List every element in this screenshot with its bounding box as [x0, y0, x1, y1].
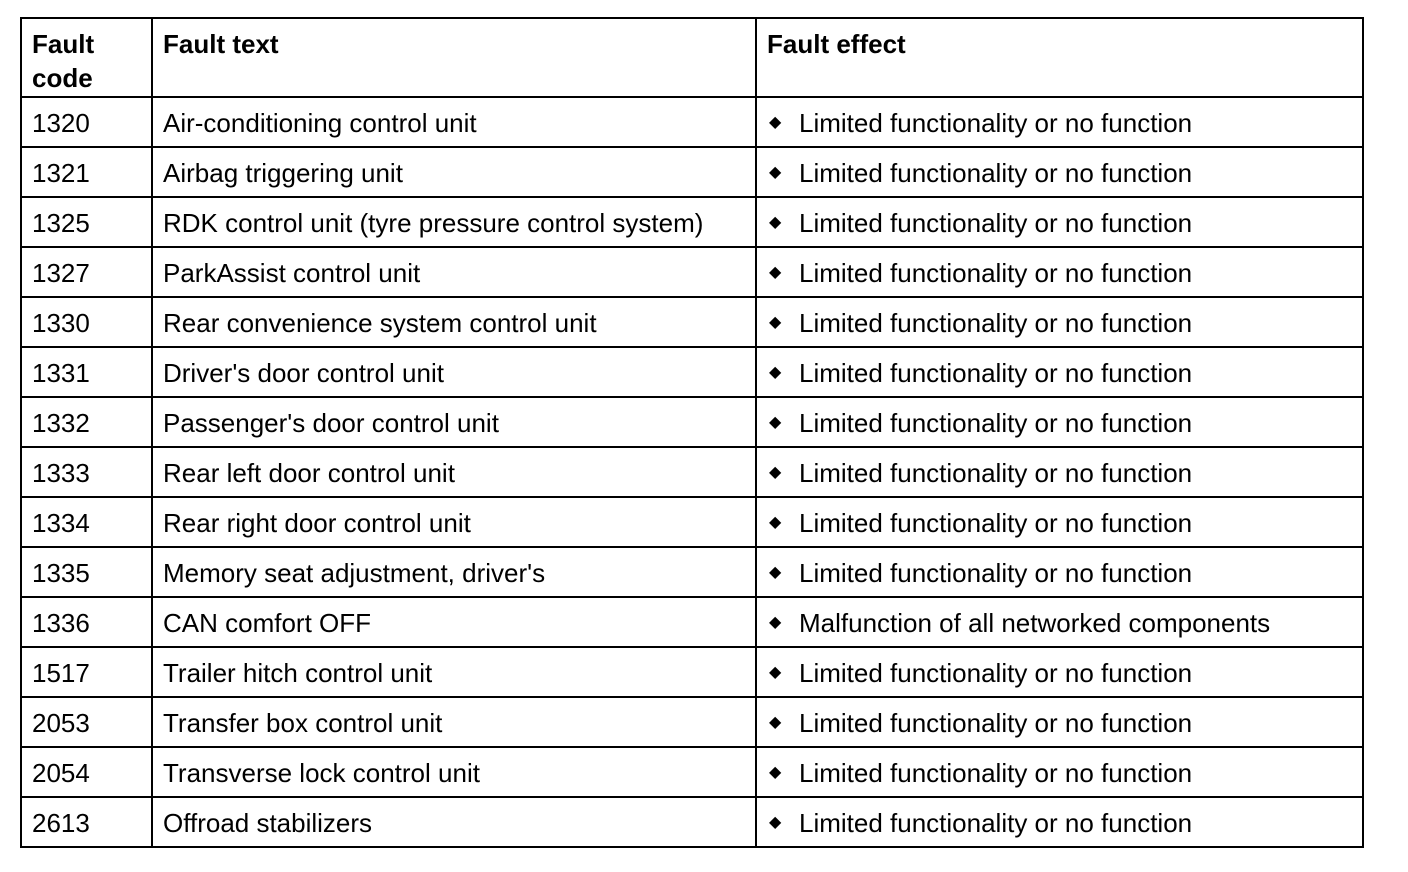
diamond-bullet-icon: ◆ [769, 614, 782, 631]
fault-code-cell: 1336 [21, 597, 152, 647]
fault-effect-cell [756, 497, 1363, 547]
diamond-bullet-icon: ◆ [769, 464, 782, 481]
fault-code-cell: 1335 [21, 547, 152, 597]
table-row [21, 447, 1363, 497]
table-row [21, 347, 1363, 397]
header-fault-effect: Fault effect [756, 18, 1363, 97]
table-row [21, 597, 1363, 647]
diamond-bullet-icon: ◆ [769, 714, 782, 731]
table-row [21, 97, 1363, 147]
diamond-bullet-icon: ◆ [769, 414, 782, 431]
table-row [21, 147, 1363, 197]
fault-effect-cell [756, 247, 1363, 297]
fault-text-cell: Rear left door control unit [152, 447, 756, 497]
diamond-bullet-icon: ◆ [769, 364, 782, 381]
fault-effect-cell [756, 147, 1363, 197]
fault-text-cell: Rear right door control unit [152, 497, 756, 547]
header-row [21, 18, 1363, 97]
fault-text-cell: ParkAssist control unit [152, 247, 756, 297]
table-row [21, 697, 1363, 747]
fault-effect-cell [756, 347, 1363, 397]
fault-code-cell: 2053 [21, 697, 152, 747]
fault-effect-text: Limited functionality or no function [799, 808, 1193, 838]
fault-effect-cell [756, 297, 1363, 347]
fault-text-cell: Memory seat adjustment, driver's [152, 547, 756, 597]
diamond-bullet-icon: ◆ [769, 114, 782, 131]
fault-text-cell: RDK control unit (tyre pressure control system) [152, 197, 756, 247]
fault-code-cell: 1330 [21, 297, 152, 347]
fault-text-cell: Transverse lock control unit [152, 747, 756, 797]
diamond-bullet-icon: ◆ [769, 664, 782, 681]
table-row [21, 647, 1363, 697]
table-row [21, 497, 1363, 547]
fault-effect-text: Limited functionality or no function [799, 408, 1193, 438]
fault-effect-text: Limited functionality or no function [799, 458, 1193, 488]
fault-code-cell: 1325 [21, 197, 152, 247]
diamond-bullet-icon: ◆ [769, 514, 782, 531]
diamond-bullet-icon: ◆ [769, 314, 782, 331]
fault-text-cell: Rear convenience system control unit [152, 297, 756, 347]
table-row [21, 547, 1363, 597]
table-row [21, 247, 1363, 297]
fault-text-cell: Passenger's door control unit [152, 397, 756, 447]
fault-effect-text: Limited functionality or no function [799, 308, 1193, 338]
diamond-bullet-icon: ◆ [769, 564, 782, 581]
fault-effect-text: Limited functionality or no function [799, 558, 1193, 588]
fault-effect-text: Limited functionality or no function [799, 258, 1193, 288]
fault-code-cell: 1320 [21, 97, 152, 147]
header-fault-text: Fault text [152, 18, 756, 97]
diamond-bullet-icon: ◆ [769, 764, 782, 781]
fault-effect-text: Limited functionality or no function [799, 358, 1193, 388]
fault-effect-text: Limited functionality or no function [799, 508, 1193, 538]
diamond-bullet-icon: ◆ [769, 164, 782, 181]
fault-text-cell: Transfer box control unit [152, 697, 756, 747]
fault-code-cell: 1517 [21, 647, 152, 697]
fault-effect-cell [756, 697, 1363, 747]
table-row [21, 297, 1363, 347]
fault-effect-cell [756, 447, 1363, 497]
fault-effect-text: Malfunction of all networked components [799, 608, 1271, 638]
fault-code-cell: 1334 [21, 497, 152, 547]
fault-effect-cell [756, 597, 1363, 647]
fault-effect-cell [756, 647, 1363, 697]
table-row [21, 197, 1363, 247]
fault-code-cell: 2613 [21, 797, 152, 847]
fault-code-cell: 1332 [21, 397, 152, 447]
fault-effect-cell [756, 547, 1363, 597]
fault-code-cell: 1333 [21, 447, 152, 497]
fault-code-table [20, 17, 1364, 848]
fault-effect-cell [756, 97, 1363, 147]
fault-effect-cell [756, 797, 1363, 847]
diamond-bullet-icon: ◆ [769, 214, 782, 231]
diamond-bullet-icon: ◆ [769, 814, 782, 831]
fault-effect-text: Limited functionality or no function [799, 708, 1193, 738]
table-header [21, 18, 1363, 97]
table-row [21, 747, 1363, 797]
fault-code-cell: 1321 [21, 147, 152, 197]
fault-effect-cell [756, 397, 1363, 447]
fault-text-cell: Driver's door control unit [152, 347, 756, 397]
fault-effect-cell [756, 747, 1363, 797]
fault-code-cell: 1327 [21, 247, 152, 297]
table-row [21, 797, 1363, 847]
fault-effect-text: Limited functionality or no function [799, 758, 1193, 788]
fault-code-cell: 2054 [21, 747, 152, 797]
fault-text-cell: Offroad stabilizers [152, 797, 756, 847]
diamond-bullet-icon: ◆ [769, 264, 782, 281]
table-body [21, 97, 1363, 847]
fault-effect-text: Limited functionality or no function [799, 208, 1193, 238]
fault-effect-text: Limited functionality or no function [799, 158, 1193, 188]
header-fault-code: Fault code [21, 18, 152, 97]
fault-effect-text: Limited functionality or no function [799, 108, 1193, 138]
fault-effect-text: Limited functionality or no function [799, 658, 1193, 688]
fault-text-cell: CAN comfort OFF [152, 597, 756, 647]
fault-text-cell: Trailer hitch control unit [152, 647, 756, 697]
fault-text-cell: Air-conditioning control unit [152, 97, 756, 147]
fault-code-cell: 1331 [21, 347, 152, 397]
fault-effect-cell [756, 197, 1363, 247]
fault-text-cell: Airbag triggering unit [152, 147, 756, 197]
table-row [21, 397, 1363, 447]
